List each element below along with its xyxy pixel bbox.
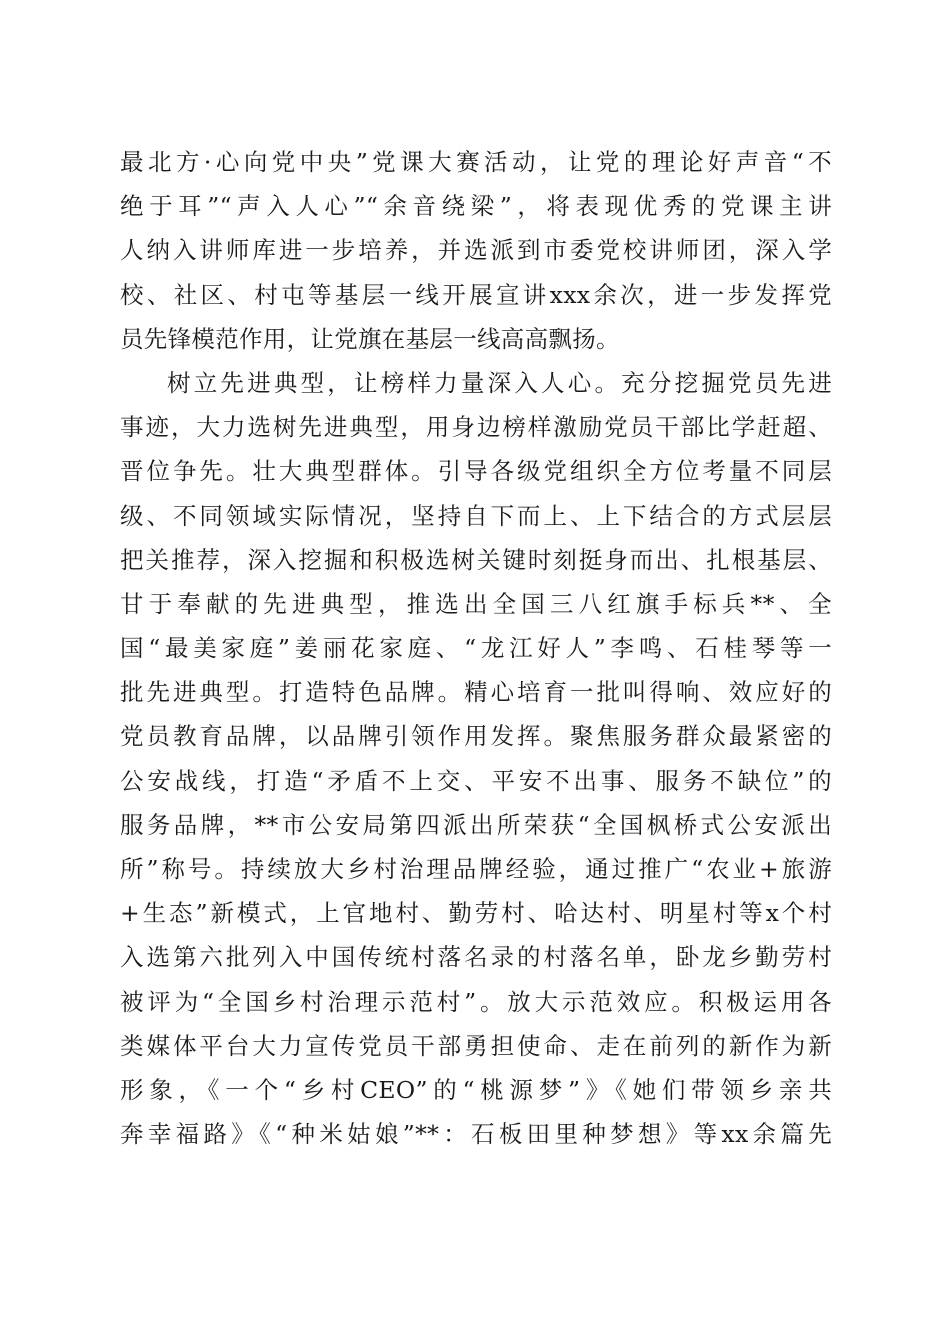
- body-text: [120, 140, 832, 1156]
- text-line: 晋位争先。壮大典型群体。引导各级党组织全方位考量不同层: [120, 457, 832, 486]
- text-line: 奔幸福路》《“种米姑娘”**：石板田里种梦想》等xx余篇先: [120, 1120, 832, 1149]
- text-line: 被评为“全国乡村治理示范村”。放大示范效应。积极运用各: [120, 987, 832, 1016]
- text-line: +生态”新模式，上官地村、勤劳村、哈达村、明星村等x个村: [120, 899, 832, 928]
- text-line: 批先进典型。打造特色品牌。精心培育一批叫得响、效应好的: [120, 678, 832, 707]
- text-line: 甘于奉献的先进典型，推选出全国三八红旗手标兵**、全: [120, 589, 832, 618]
- text-line: 员先锋模范作用，让党旗在基层一线高高飘扬。: [120, 324, 620, 353]
- text-line: 党员教育品牌，以品牌引领作用发挥。聚焦服务群众最紧密的: [120, 722, 832, 751]
- text-line: 绝于耳”“声入人心”“余音绕梁”，将表现优秀的党课主讲: [120, 192, 832, 221]
- text-line: 形象，《一个“乡村CEO”的“桃源梦”》《她们带领乡亲共: [120, 1075, 832, 1104]
- text-line: 最北方·心向党中央”党课大赛活动，让党的理论好声音“不: [120, 148, 832, 176]
- text-line: 公安战线，打造“矛盾不上交、平安不出事、服务不缺位”的: [120, 766, 832, 795]
- text-line: 服务品牌，**市公安局第四派出所荣获“全国枫桥式公安派出: [120, 810, 832, 839]
- text-line: 校、社区、村屯等基层一线开展宣讲xxx余次，进一步发挥党: [120, 280, 832, 309]
- text-line: 事迹，大力选树先进典型，用身边榜样激励党员干部比学赶超、: [120, 413, 832, 442]
- text-line: 国“最美家庭”姜丽花家庭、“龙江好人”李鸣、石桂琴等一: [120, 634, 832, 663]
- text-line: 入选第六批列入中国传统村落名录的村落名单，卧龙乡勤劳村: [120, 943, 832, 972]
- text-line: 所”称号。持续放大乡村治理品牌经验，通过推广“农业+旅游: [120, 855, 832, 883]
- text-line: 人纳入讲师库进一步培养，并选派到市委党校讲师团，深入学: [120, 236, 832, 265]
- text-line: 级、不同领域实际情况，坚持自下而上、上下结合的方式层层: [120, 501, 832, 530]
- text-line: 把关推荐，深入挖掘和积极选树关键时刻挺身而出、扎根基层、: [120, 545, 832, 574]
- paragraph-first-line: 树立先进典型，让榜样力量深入人心。充分挖掘党员先进: [167, 368, 832, 397]
- text-line: 类媒体平台大力宣传党员干部勇担使命、走在前列的新作为新: [120, 1031, 832, 1060]
